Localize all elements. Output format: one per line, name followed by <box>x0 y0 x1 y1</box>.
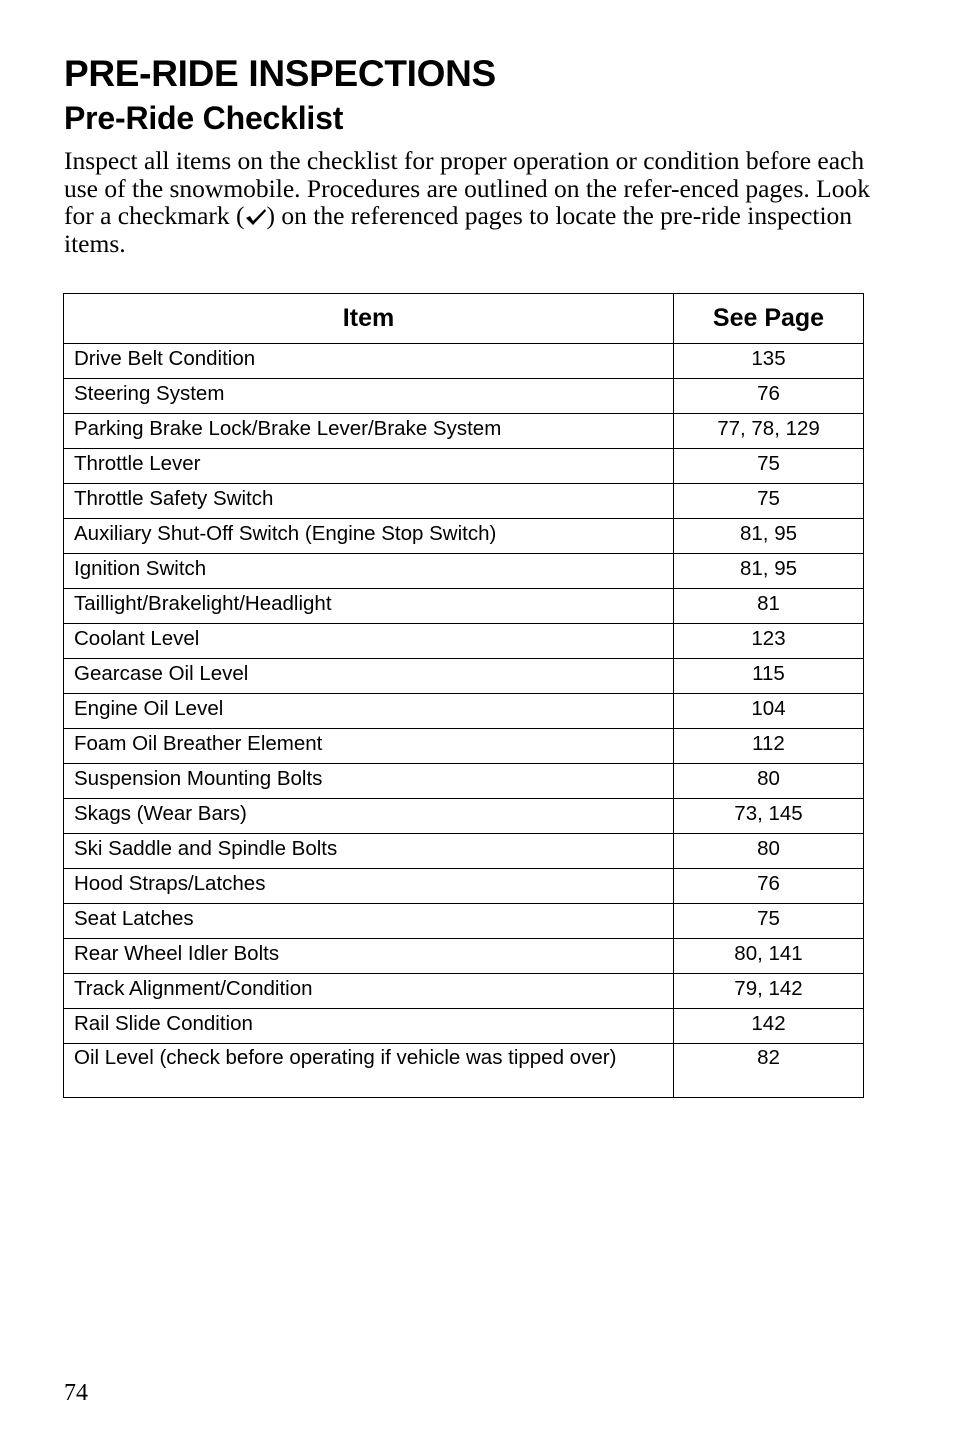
item-label: Oil Level (check before operating if vehicle was tipped over) <box>74 1046 617 1069</box>
item-cell <box>64 729 674 764</box>
page-reference: 80 <box>757 837 780 860</box>
item-cell <box>64 624 674 659</box>
table-header-row <box>64 294 864 344</box>
page-reference: 82 <box>757 1046 780 1069</box>
item-cell <box>64 449 674 484</box>
page-reference: 75 <box>757 907 780 930</box>
item-cell <box>64 939 674 974</box>
table-row <box>64 659 864 694</box>
subsection-heading: Pre-Ride Checklist <box>64 100 344 136</box>
page-reference: 73, 145 <box>734 802 803 825</box>
table-row <box>64 834 864 869</box>
page-reference: 75 <box>757 452 780 475</box>
page-cell <box>674 344 864 379</box>
page-cell <box>674 519 864 554</box>
table-row <box>64 904 864 939</box>
item-label: Gearcase Oil Level <box>74 662 249 685</box>
item-cell <box>64 589 674 624</box>
table-row <box>64 799 864 834</box>
item-label: Ignition Switch <box>74 557 207 580</box>
page-number: 74 <box>64 1380 88 1406</box>
item-label: Skags (Wear Bars) <box>74 802 247 825</box>
item-label: Foam Oil Breather Element <box>74 732 323 755</box>
page-reference: 81, 95 <box>740 522 797 545</box>
item-label: Steering System <box>74 382 225 405</box>
page-reference: 104 <box>751 697 786 720</box>
page-reference: 123 <box>751 627 786 650</box>
checkmark-icon <box>245 208 267 226</box>
table-row <box>64 379 864 414</box>
table-row <box>64 939 864 974</box>
item-cell <box>64 484 674 519</box>
column-header-page: See Page <box>674 294 864 344</box>
table-row <box>64 414 864 449</box>
column-header-item: Item <box>64 294 674 344</box>
page-reference: 142 <box>751 1012 786 1035</box>
item-cell <box>64 1009 674 1044</box>
page-cell <box>674 659 864 694</box>
page-reference: 77, 78, 129 <box>717 417 820 440</box>
page-cell <box>674 1009 864 1044</box>
page-cell <box>674 904 864 939</box>
table-row <box>64 519 864 554</box>
table-row <box>64 484 864 519</box>
item-cell <box>64 869 674 904</box>
item-cell <box>64 974 674 1009</box>
table-row <box>64 694 864 729</box>
page-reference: 80, 141 <box>734 942 803 965</box>
table-row <box>64 1044 864 1098</box>
item-label: Throttle Safety Switch <box>74 487 274 510</box>
item-cell <box>64 834 674 869</box>
page-cell <box>674 869 864 904</box>
table-row <box>64 1009 864 1044</box>
table-row <box>64 729 864 764</box>
item-label: Track Alignment/Condition <box>74 977 313 1000</box>
page-cell <box>674 484 864 519</box>
page-cell <box>674 729 864 764</box>
item-cell <box>64 554 674 589</box>
table-row <box>64 344 864 379</box>
page-reference: 81 <box>757 592 780 615</box>
item-label: Parking Brake Lock/Brake Lever/Brake System <box>74 417 502 440</box>
page-reference: 76 <box>757 382 780 405</box>
item-cell <box>64 764 674 799</box>
table-row <box>64 554 864 589</box>
page-cell <box>674 834 864 869</box>
item-cell <box>64 659 674 694</box>
item-label: Rail Slide Condition <box>74 1012 253 1035</box>
item-label: Drive Belt Condition <box>74 347 256 370</box>
table-row <box>64 449 864 484</box>
page-cell <box>674 694 864 729</box>
item-label: Throttle Lever <box>74 452 201 475</box>
section-heading: PRE-RIDE INSPECTIONS <box>64 53 496 94</box>
intro-paragraph <box>64 147 874 257</box>
item-label: Seat Latches <box>74 907 194 930</box>
page-reference: 115 <box>752 662 785 685</box>
item-label: Engine Oil Level <box>74 697 224 720</box>
page-reference: 79, 142 <box>734 977 803 1000</box>
item-cell <box>64 379 674 414</box>
intro-text-end: ) on the referenced pages to locate the pre-ride inspection items. <box>64 201 853 258</box>
page-cell <box>674 1044 864 1098</box>
item-cell <box>64 1044 674 1098</box>
item-label: Ski Saddle and Spindle Bolts <box>74 837 338 860</box>
checklist-table <box>63 293 864 1098</box>
item-cell <box>64 694 674 729</box>
page-cell <box>674 974 864 1009</box>
item-cell <box>64 519 674 554</box>
page-cell <box>674 414 864 449</box>
item-label: Rear Wheel Idler Bolts <box>74 942 280 965</box>
page-cell <box>674 379 864 414</box>
page-cell <box>674 939 864 974</box>
item-label: Coolant Level <box>74 627 200 650</box>
page-reference: 75 <box>757 487 780 510</box>
page-cell <box>674 764 864 799</box>
item-cell <box>64 799 674 834</box>
page-cell <box>674 554 864 589</box>
item-label: Auxiliary Shut-Off Switch (Engine Stop Switch) <box>74 522 497 545</box>
page-reference: 80 <box>757 767 780 790</box>
page-reference: 135 <box>751 347 786 370</box>
item-cell <box>64 414 674 449</box>
item-cell <box>64 904 674 939</box>
page-cell <box>674 799 864 834</box>
table-row <box>64 624 864 659</box>
item-label: Suspension Mounting Bolts <box>74 767 323 790</box>
page-cell <box>674 589 864 624</box>
page-reference: 112 <box>752 732 785 755</box>
page-reference: 76 <box>757 872 780 895</box>
item-label: Hood Straps/Latches <box>74 872 266 895</box>
table-row <box>64 589 864 624</box>
page-reference: 81, 95 <box>740 557 797 580</box>
intro-text-start: Inspect all items on the checklist for proper operation or condition before each use of the snowmobile. Procedures are outlined on the refer-enced pages. Look for a checkmark ( <box>64 146 871 231</box>
page-cell <box>674 624 864 659</box>
table-row <box>64 869 864 904</box>
item-label: Taillight/Brakelight/Headlight <box>74 592 332 615</box>
table-body <box>64 344 864 1098</box>
table-row <box>64 764 864 799</box>
table-row <box>64 974 864 1009</box>
page-cell <box>674 449 864 484</box>
item-cell <box>64 344 674 379</box>
